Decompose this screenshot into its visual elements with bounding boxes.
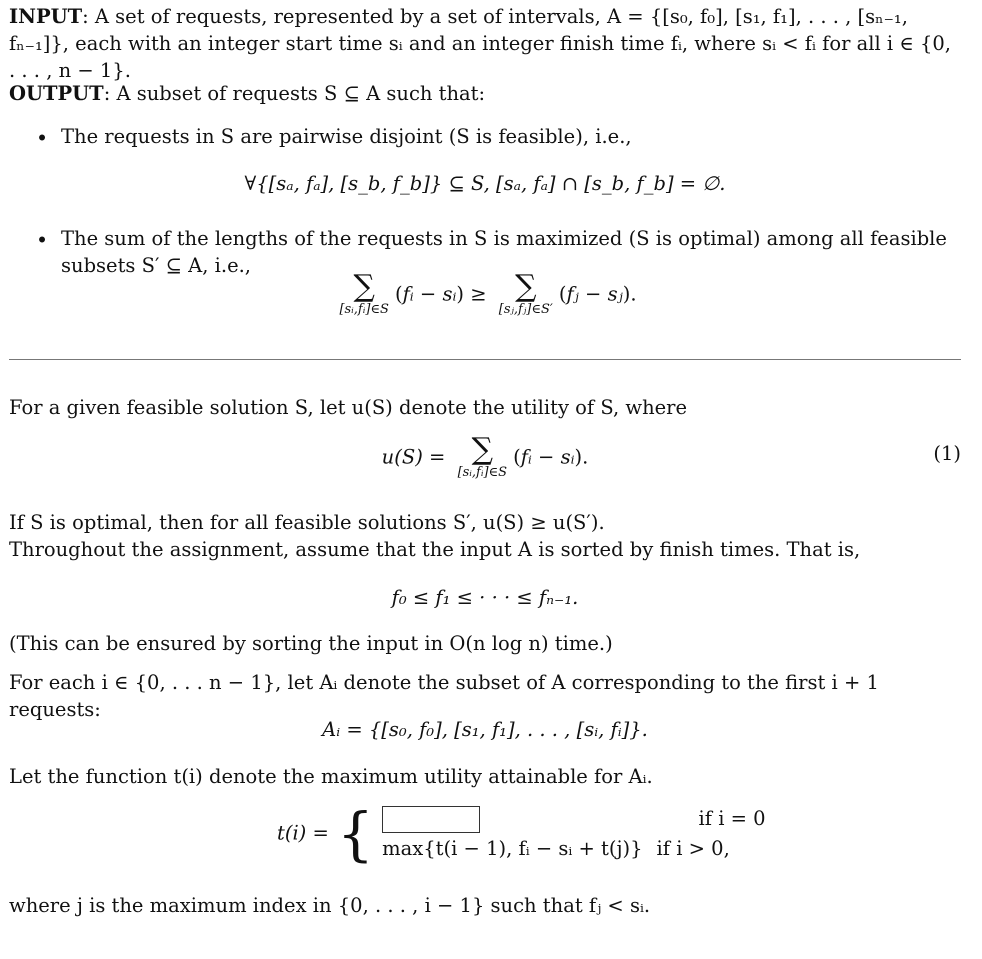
section-divider [9, 359, 961, 360]
sorted-note: Throughout the assignment, assume that the input A is sorted by finish times. That is, [9, 538, 861, 561]
sorting-note: (This can be ensured by sorting the input in O(n log n) time.) [9, 632, 613, 655]
equation-number: (1) [933, 442, 961, 465]
output-paragraph [9, 81, 961, 108]
recurrence-where: where j is the maximum index in {0, . . . , i − 1} such that fⱼ < sᵢ. [9, 894, 651, 917]
sum-symbol: ∑ [sᵢ,fᵢ]∈S [457, 432, 508, 480]
case2-expression: max{t(i − 1), fᵢ − sᵢ + t(j)} [382, 837, 643, 860]
bullet-feasible [9, 124, 982, 151]
utility-equation: u(S) = ∑ [sᵢ,fᵢ]∈S (fᵢ − sᵢ). [381, 432, 589, 480]
recurrence-equation [277, 800, 770, 868]
disjoint-equation: ∀{[sₐ, fₐ], [s_b, f_b]} ⊆ S, [sₐ, fₐ] ∩ [s_b, f_b] = ∅. [244, 172, 726, 195]
bullet-feasible-text: The requests in S are pairwise disjoint (S is feasible), i.e., [61, 125, 632, 148]
optimal-note: If S is optimal, then for all feasible solutions S′, u(S) ≥ u(S′). [9, 511, 605, 534]
recurrence-intro: Let the function t(i) denote the maximum utility attainable for Aᵢ. [9, 765, 653, 788]
input-paragraph [9, 4, 961, 85]
case2-condition: if i > 0, [656, 837, 730, 860]
subsets-equation: Aᵢ = {[s₀, f₀], [s₁, f₁], . . . , [sᵢ, fᵢ]}. [322, 718, 648, 741]
sorted-equation: f₀ ≤ f₁ ≤ · · · ≤ fₙ₋₁. [391, 586, 579, 609]
bullet-optimal-text: The sum of the lengths of the requests in S is maximized (S is optimal) among all feasible subsets S′ ⊆ A, i.e., [61, 227, 947, 277]
output-text: : A subset of requests S ⊆ A such that: [103, 82, 486, 105]
subsets-intro: For each i ∈ {0, . . . n − 1}, let Aᵢ denote the subset of A corresponding to the first i + 1 requests: [9, 671, 879, 721]
recurrence-lhs: t(i) = [277, 821, 329, 845]
answer-blank-box[interactable] [382, 806, 480, 833]
sum-symbol: ∑ [sᵢ,fᵢ]∈S [339, 269, 389, 317]
output-label: OUTPUT [9, 82, 104, 105]
left-brace: { [337, 800, 374, 868]
case1-condition: if i = 0 [698, 807, 766, 830]
input-label: INPUT [9, 5, 83, 28]
cases-table [382, 804, 769, 864]
input-text: : A set of requests, represented by a set of intervals, A = {[s₀, f₀], [s₁, f₁], . . . , [sₙ₋₁, fₙ₋₁]}, each with an integer start time sᵢ and an integer finish time fᵢ, where sᵢ < fᵢ for all i ∈ {0, . . . , n − 1}. [9, 5, 951, 82]
optimality-equation: ∑ [sᵢ,fᵢ]∈S (fᵢ − sᵢ) ≥ ∑ [sⱼ,fⱼ]∈S′ (fⱼ − sⱼ). [339, 269, 637, 317]
sum-symbol: ∑ [sⱼ,fⱼ]∈S′ [498, 269, 553, 317]
utility-intro: For a given feasible solution S, let u(S) denote the utility of S, where [9, 396, 688, 419]
